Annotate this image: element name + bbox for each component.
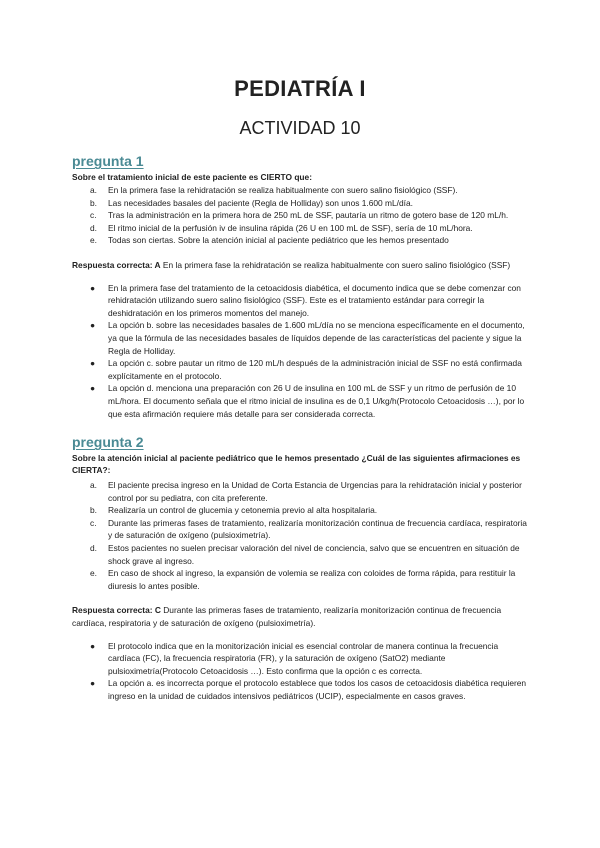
bullet-icon: ● — [90, 358, 96, 369]
explanation-item — [72, 319, 528, 357]
option-text: Todas son ciertas. Sobre la atención inicial al paciente pediátrico que les hemos presentado — [108, 235, 449, 246]
explanation-text: La opción a. es incorrecta porque el protocolo establece que todos los casos de cetoacidosis diabética requieren ingreso en la unidad de cuidados intensivos pediátricos (UCIP), especialmente en casos graves. — [108, 678, 527, 701]
option-text: Las necesidades basales del paciente (Regla de Holliday) son unos 1.600 mL/día. — [108, 197, 413, 208]
option-item — [72, 234, 528, 247]
question-1-heading: pregunta 1 — [72, 153, 144, 169]
option-item — [72, 504, 528, 517]
option-marker: b. — [90, 505, 97, 516]
option-marker: e. — [90, 568, 97, 579]
question-2-heading: pregunta 2 — [72, 434, 144, 451]
document-title: PEDIATRÍA I — [234, 76, 366, 101]
option-text: Durante las primeras fases de tratamiento, realizaría monitorización continua de frecuencia cardíaca, respiratoria y de saturación de oxígeno (pulsioximetría). — [108, 517, 527, 541]
option-text: El paciente precisa ingreso en la Unidad de Corta Estancia de Urgencias para la rehidratación inicial y posterior control por su pediatra, con cita preferente. — [108, 480, 522, 503]
explanation-text: La opción c. sobre pautar un ritmo de 120 mL/h después de la administración inicial de SSF no está confirmada explícitamente en el protocolo. — [108, 358, 522, 381]
option-item — [72, 209, 528, 222]
explanation-item — [72, 677, 528, 702]
question-2-section — [72, 434, 528, 703]
option-text: El ritmo inicial de la perfusión iv de insulina rápida (26 U en 100 mL de SSF), sería de 10 mL/hora. — [108, 222, 473, 233]
explanation-text: La opción d. menciona una preparación con 26 U de insulina en 100 mL de SSF y un ritmo de perfusión de 10 mL/hora. El documento señala que el ritmo inicial de insulina es de 0,1 U/kg/h(Protocolo Cetoacidosis …), por lo que esta afirmación requiere más detalle para ser considerada correcta. — [108, 383, 525, 419]
explanation-text: El protocolo indica que en la monitorización inicial es esencial controlar de manera continua la frecuencia cardíaca (FC), la frecuencia respiratoria (FR), y la saturación de oxígeno (SatO2) mediante pulsioximetría(Protocolo Cetoacidosis …). Esto confirma que la opción c es correcta. — [108, 640, 499, 676]
answer-label: Respuesta correcta: A — [72, 259, 161, 270]
question-2-options — [72, 479, 528, 592]
question-2-explanations — [72, 640, 528, 703]
question-1-section — [72, 153, 528, 420]
explanation-text: En la primera fase del tratamiento de la cetoacidosis diabética, el documento indica que se debe comenzar con rehidratación utilizando suero salino fisiológico (SSF). Este es el tratamiento estándar para corregir la deshidratación en los primeros momentos del manejo. — [108, 282, 521, 318]
option-marker: d. — [90, 222, 97, 233]
explanation-item — [72, 282, 528, 320]
bullet-icon: ● — [90, 640, 96, 651]
explanation-item — [72, 382, 528, 420]
option-marker: b. — [90, 197, 97, 208]
question-1-answer — [72, 259, 528, 272]
bullet-icon: ● — [90, 678, 96, 689]
option-text: Realizaría un control de glucemia y cetonemia previo al alta hospitalaria. — [108, 505, 378, 516]
option-marker: a. — [90, 185, 97, 195]
bullet-icon: ● — [90, 320, 96, 331]
option-marker: e. — [90, 235, 97, 246]
bullet-icon: ● — [90, 383, 96, 394]
option-marker: d. — [90, 543, 97, 554]
explanation-item — [72, 357, 528, 382]
option-item — [72, 222, 528, 235]
bullet-icon: ● — [90, 282, 96, 293]
question-1-options — [72, 184, 528, 247]
option-item — [72, 542, 528, 567]
option-item — [72, 517, 528, 542]
option-item — [72, 479, 528, 504]
question-1-text: Sobre el tratamiento inicial de este paciente es CIERTO que: — [72, 172, 312, 182]
option-item — [72, 197, 528, 210]
explanation-item — [72, 640, 528, 678]
option-item — [72, 184, 528, 197]
answer-text: En la primera fase la rehidratación se realiza habitualmente con suero salino fisiológico (SSF) — [162, 259, 511, 270]
explanation-text: La opción b. sobre las necesidades basales de 1.600 mL/día no se menciona específicamente en el documento, ya que la fórmula de las necesidades basales de líquidos depende de las características del paciente y sigue la Regla de Holliday. — [108, 320, 525, 356]
option-marker: c. — [90, 517, 97, 528]
option-marker: a. — [90, 480, 97, 491]
question-1-explanations — [72, 282, 528, 421]
question-2-answer — [72, 604, 528, 629]
question-2-text: Sobre la atención inicial al paciente pediátrico que le hemos presentado ¿Cuál de las siguientes afirmaciones es CIERTA?: — [72, 453, 521, 476]
answer-text: Durante las primeras fases de tratamiento, realizaría monitorización continua de frecuencia cardíaca, respiratoria y de saturación de oxígeno (pulsioximetría). — [72, 605, 502, 629]
option-text: Tras la administración en la primera hora de 250 mL de SSF, pautaría un ritmo de gotero base de 120 mL/h. — [108, 210, 509, 221]
option-text: Estos pacientes no suelen precisar valoración del nivel de conciencia, salvo que se encuentren en situación de shock grave al ingreso. — [108, 543, 520, 566]
answer-label: Respuesta correcta: C — [72, 605, 161, 616]
option-marker: c. — [90, 210, 97, 221]
document-subtitle: ACTIVIDAD 10 — [239, 118, 361, 138]
option-item — [72, 567, 528, 592]
option-text: En la primera fase la rehidratación se realiza habitualmente con suero salino fisiológico (SSF). — [108, 185, 458, 195]
option-text: En caso de shock al ingreso, la expansión de volemia se realiza con coloides de forma rápida, para restituir la diuresis lo antes posible. — [108, 568, 516, 591]
